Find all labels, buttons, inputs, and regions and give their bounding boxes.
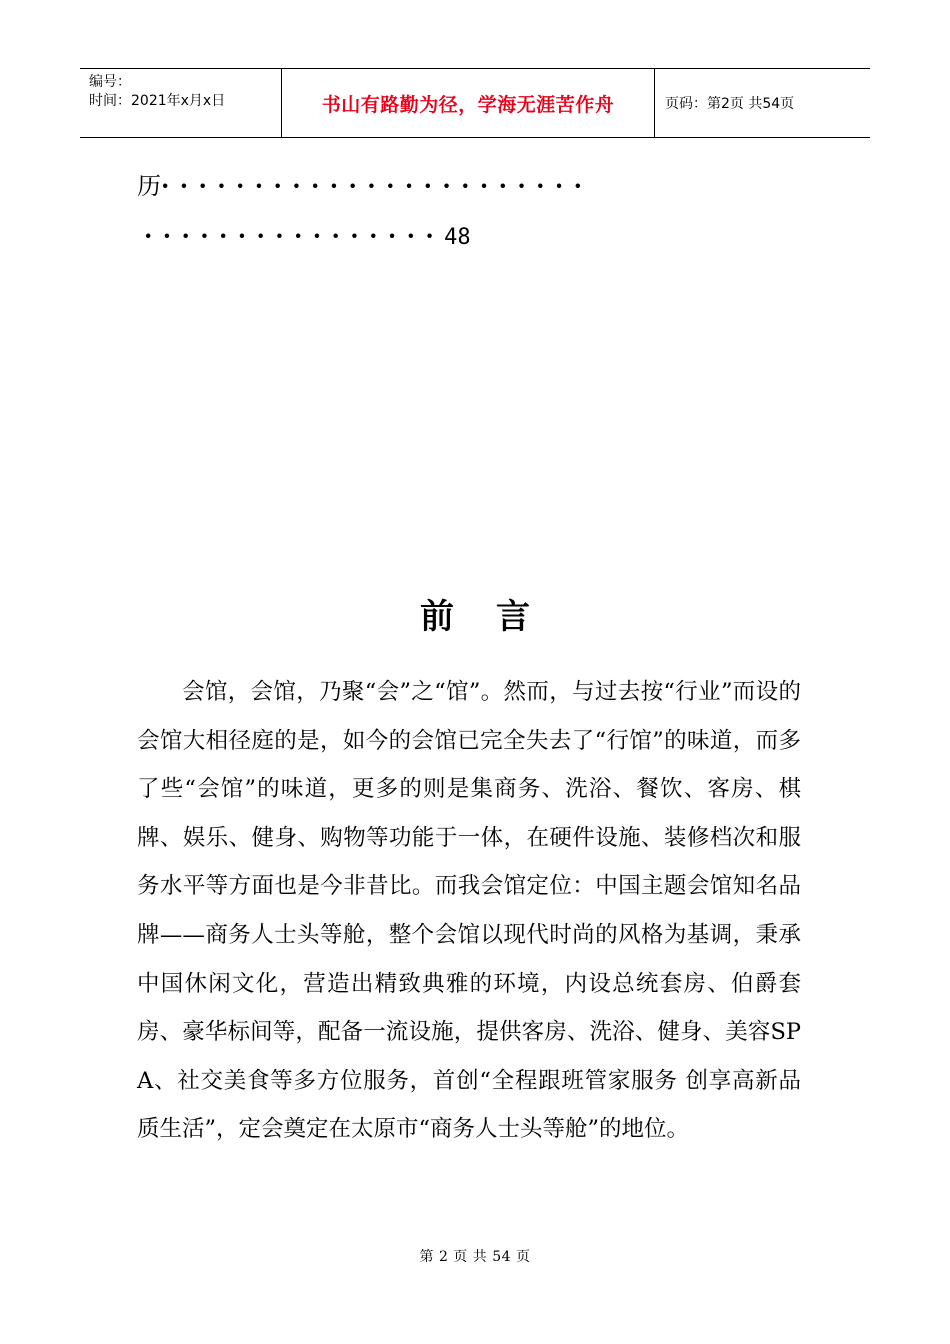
- toc-entry-text: 历: [137, 172, 161, 200]
- number-label: 编号：: [89, 74, 131, 90]
- page-header: [80, 68, 870, 138]
- header-motto-cell: [282, 69, 655, 137]
- toc-leader-dots-2: ················: [144, 221, 445, 250]
- toc-line-2: [144, 216, 471, 258]
- toc-line-1: [137, 166, 592, 206]
- page-footer: 第 2 页 共 54 页: [419, 1249, 531, 1265]
- toc-page-number: 48: [444, 225, 471, 250]
- page-info: 页码：第2页 共54页: [665, 96, 795, 112]
- header-meta: [80, 69, 282, 137]
- preface-title: 前言: [420, 597, 572, 637]
- preface-body: 会馆，会馆，乃聚“会”之“馆”。然而，与过去按“行业”而设的会馆大相径庭的是，如今的会馆已完全失去了“行馆”的味道，而多了些“会馆”的味道，更多的则是集商务、洗浴、餐饮、客房、棋牌、娱乐、健身、购物等功能于一体，在硬件设施、装修档次和服务水平等方面也是今非昔比。而我会馆定位：中国主题会馆知名品牌——商务人士头等舱，整个会馆以现代时尚的风格为基调，秉承中国休闲文化，营造出精致典雅的环境，内设总统套房、伯爵套房、豪华标间等，配备一流设施，提供客房、洗浴、健身、美容SPA、社交美食等多方位服务，首创“全程跟班管家服务 创享高新品质生活”，定会奠定在太原市“商务人士头等舱”的地位。: [137, 679, 801, 1143]
- time-label: 时间：2021年x月x日: [89, 93, 226, 109]
- header-page-info: [655, 69, 870, 137]
- motto: 书山有路勤为径，学海无涯苦作舟: [321, 93, 615, 116]
- toc-leader-dots: ·······················: [161, 171, 593, 200]
